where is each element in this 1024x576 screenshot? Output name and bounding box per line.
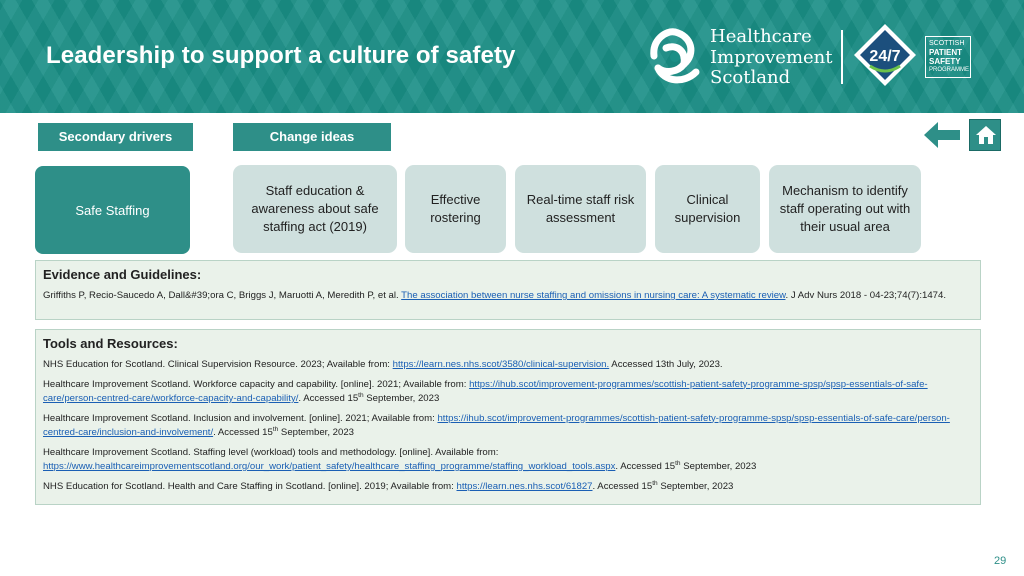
evidence-reference-link[interactable]: The association between nurse staffing and omissions in nursing care: A systematic review [401, 290, 786, 301]
evidence-reference: Griffiths P, Recio-Saucedo A, Dall&#39;ora C, Briggs J, Maruotti A, Meredith P, et al. The association between nurse staffing and omissions in nursing care: A systematic review. J Adv Nurs 2018 - 04-23;74(7):1474. [43, 290, 947, 301]
svg-text:24/7: 24/7 [869, 48, 901, 65]
tools-reference: NHS Education for Scotland. Clinical Supervision Resource. 2023; Available from: https://learn.nes.nhs.scot/3580/clinical-supervision. Accessed 13th July, 2023. [43, 359, 723, 370]
change-idea-clinical-supervision[interactable]: Clinical supervision [655, 165, 760, 253]
back-arrow-icon[interactable] [924, 121, 960, 149]
evidence-panel [35, 260, 981, 320]
tools-reference: Healthcare Improvement Scotland. Workforce capacity and capability. [online]. 2021; Available from: https://ihub.scot/improvement-programmes/scottish-patient-safety-programme-spsp/spsp-essentials-of-safe-care/person-centred-care/workforce-capacity-and-capability/. Accessed 15th September, 2023 [43, 378, 928, 404]
change-idea-identify-staff[interactable]: Mechanism to identify staff operating out with their usual area [769, 165, 921, 253]
change-ideas-label: Change ideas [233, 123, 391, 151]
spsp-badge-logo-icon [852, 22, 918, 88]
header-banner [0, 0, 1024, 113]
home-button[interactable] [969, 119, 1001, 151]
tools-reference-link[interactable]: https://ihub.scot/improvement-programmes/scottish-patient-safety-programme-spsp/spsp-essentials-of-safe-care/person-centred-care/inclusion-and-involvement/ [43, 412, 950, 438]
change-idea-risk-assessment[interactable]: Real-time staff risk assessment [515, 165, 646, 253]
his-logo-text: Healthcare Improvement Scotland [710, 26, 833, 88]
change-idea-staff-education[interactable]: Staff education & awareness about safe staffing act (2019) [233, 165, 397, 253]
tools-reference-link[interactable]: https://learn.nes.nhs.scot/3580/clinical-supervision. [392, 359, 610, 370]
tools-reference-link[interactable]: https://www.healthcareimprovementscotland.org/our_work/patient_safety/healthcare_staffing_programme/staffing_workload_tools.aspx [43, 461, 616, 472]
tools-reference: Healthcare Improvement Scotland. Staffing level (workload) tools and methodology. [online]. Available from: https://www.healthcareimprovementscotland.org/our_work/patient_safety/healthcare_staffing_programme/staffing_workload_tools.aspx. Accessed 15th September, 2023 [43, 446, 757, 472]
logo-divider [841, 30, 843, 84]
tools-reference: Healthcare Improvement Scotland. Inclusion and involvement. [online]. 2021; Available from: https://ihub.scot/improvement-programmes/scottish-patient-safety-programme-spsp/spsp-essentials-of-safe-care/person-centred-care/inclusion-and-involvement/. Accessed 15th September, 2023 [43, 412, 950, 438]
slide-title: Leadership to support a culture of safety [46, 42, 516, 69]
tools-panel [35, 329, 981, 505]
secondary-drivers-label: Secondary drivers [38, 123, 193, 151]
evidence-heading: Evidence and Guidelines: [43, 267, 202, 282]
change-idea-effective-rostering[interactable]: Effective rostering [405, 165, 506, 253]
tools-reference: NHS Education for Scotland. Health and Care Staffing in Scotland. [online]. 2019; Available from: https://learn.nes.nhs.scot/61827. Accessed 15th September, 2023 [43, 479, 734, 492]
home-icon [975, 125, 997, 145]
his-knot-logo-icon [644, 26, 706, 88]
tools-reference-link[interactable]: https://ihub.scot/improvement-programmes/scottish-patient-safety-programme-spsp/spsp-essentials-of-safe-care/person-centred-care/workforce-capacity-and-capability/ [43, 378, 928, 404]
driver-safe-staffing[interactable]: Safe Staffing [35, 166, 190, 254]
page-number: 29 [994, 555, 1007, 567]
tools-heading: Tools and Resources: [43, 336, 178, 351]
tools-reference-link[interactable]: https://learn.nes.nhs.scot/61827 [456, 480, 593, 492]
spsp-logo-text: SCOTTISH PATIENT SAFETY PROGRAMME [925, 36, 971, 78]
